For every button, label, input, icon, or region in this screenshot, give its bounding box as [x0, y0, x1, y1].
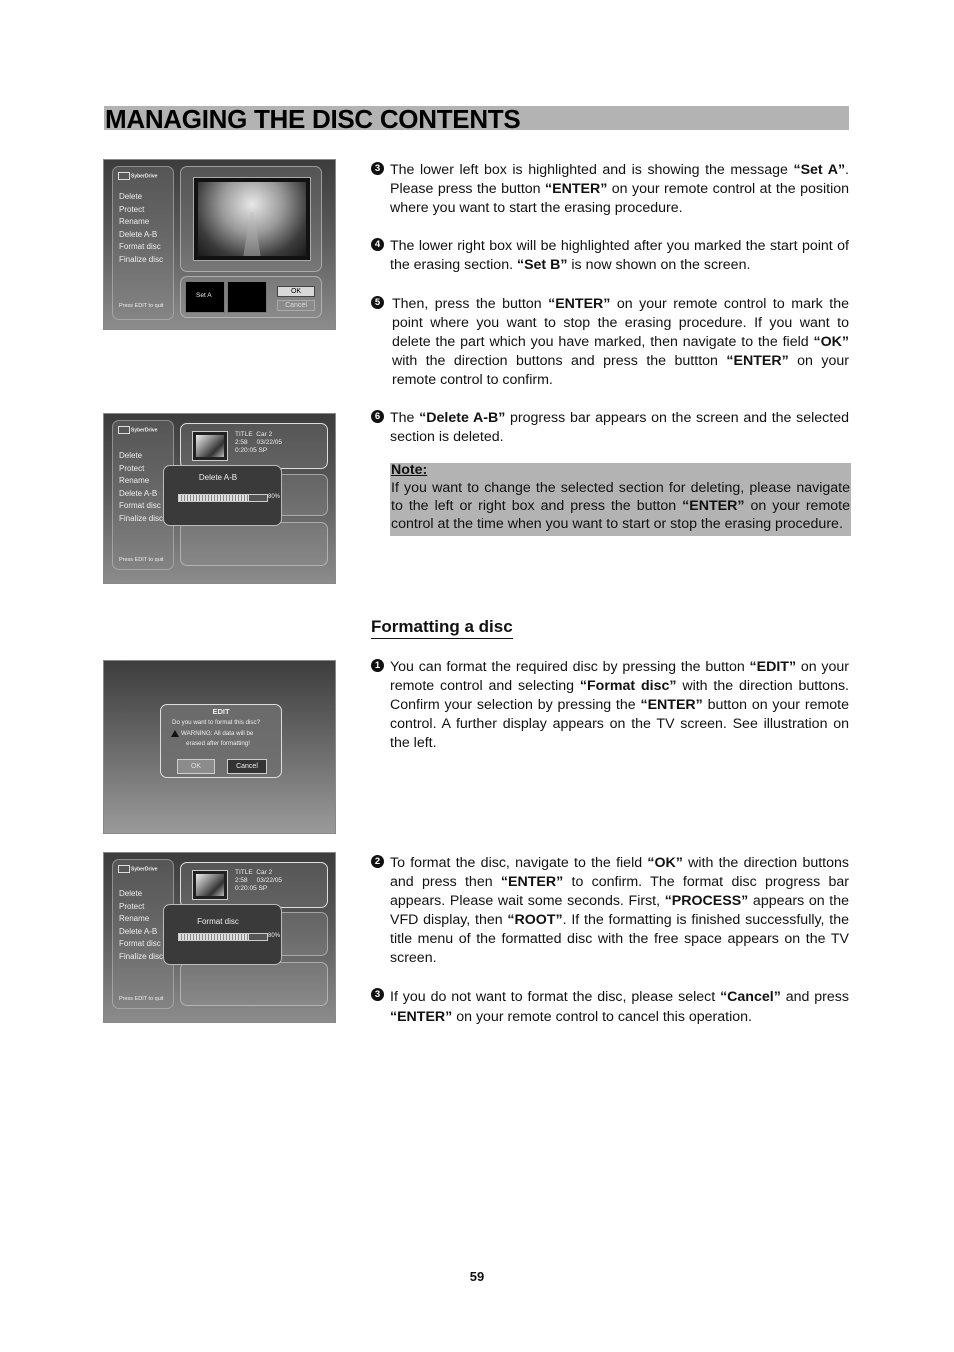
title-info: TITLE Car 2 2:58 03/22/05 0:20:05 SP — [235, 869, 282, 892]
menu-list — [119, 888, 163, 964]
page-title-bar — [104, 104, 849, 134]
title-thumbnail — [192, 870, 228, 900]
menu-item[interactable]: Delete A-B — [119, 488, 158, 498]
step-text: Then, press the button “ENTER” on your remote control to mark the point where you want to stop the erasing procedure. If you want to delete the part which you have marked, then navigate to the field “OK” with the direction buttons and press the buttton “ENTER” on your remote control to confirm. — [392, 296, 850, 388]
brand-logo: SyberDrive — [118, 426, 157, 434]
menu-item[interactable]: Format disc — [119, 501, 161, 511]
progress-percent: 80% — [268, 494, 281, 500]
menu-panel — [112, 166, 174, 320]
title-box[interactable] — [180, 862, 328, 908]
step-number: 4 — [371, 238, 384, 251]
step-text: The “Delete A-B” progress bar appears on the screen and the selected section is deleted. — [390, 410, 849, 445]
step-text: The lower left box is highlighted and is showing the message “Set A”. Please press the button “ENTER” on your remote control at the position where you want to start the erasing procedure. — [390, 162, 849, 216]
marker-box — [180, 276, 322, 318]
menu-item[interactable]: Rename — [119, 914, 150, 924]
preview-box — [180, 166, 322, 272]
step-text: If you do not want to format the disc, please select “Cancel” and press “ENTER” on your remote control to cancel this operation. — [390, 989, 849, 1025]
note-text: If you want to change the selected section for deleting, please navigate to the left or right box and press the button “ENTER” on your remote control at the time when you want to start or stop the erasing procedure. — [391, 480, 850, 532]
warning-icon — [171, 730, 179, 737]
menu-list — [119, 191, 163, 267]
edit-dialog — [160, 704, 282, 778]
quit-hint: Press EDIT to quit — [119, 996, 164, 1002]
dialog-title: Delete A-B — [198, 473, 238, 482]
progress-bar — [178, 933, 268, 941]
format-question: Do you want to format this disc? — [172, 719, 261, 726]
progress-percent: 80% — [268, 933, 281, 939]
dialog-title: Format disc — [197, 917, 239, 926]
step-number: 5 — [371, 296, 384, 309]
progress-dialog — [163, 465, 282, 526]
screen-delete-ab — [103, 413, 336, 584]
quit-hint: Press EDIT to quit — [119, 303, 164, 309]
step-text: The lower right box will be highlighted after you marked the start point of the erasing section. “Set B” is now shown on the screen. — [390, 238, 849, 273]
menu-item[interactable]: Delete — [119, 451, 143, 460]
ok-button[interactable]: OK — [277, 286, 315, 297]
menu-item[interactable]: Protect — [119, 901, 145, 911]
menu-item[interactable]: Rename — [119, 217, 150, 227]
title-thumbnail — [192, 431, 228, 461]
warning-line-2: erased after formatting! — [186, 740, 250, 747]
menu-item[interactable]: Format disc — [119, 939, 161, 949]
cancel-button[interactable]: Cancel — [227, 759, 267, 774]
menu-item[interactable]: Rename — [119, 476, 150, 486]
step-number: 3 — [371, 988, 384, 1001]
brand-logo: SyberDrive — [118, 865, 157, 873]
progress-fill — [179, 495, 249, 501]
title-box-empty[interactable] — [180, 962, 328, 1006]
cancel-button[interactable]: Cancel — [277, 300, 315, 311]
title-info: TITLE Car 2 2:58 03/22/05 0:20:05 SP — [235, 431, 282, 454]
preview-image — [193, 177, 311, 261]
brand-logo: SyberDrive — [118, 172, 157, 180]
quit-hint: Press EDIT to quit — [119, 557, 164, 563]
warning-line-1: WARNING: All data will be — [181, 730, 254, 737]
step-number: 1 — [371, 659, 384, 672]
title-box[interactable] — [180, 423, 328, 469]
set-b-box[interactable] — [227, 281, 267, 313]
screen-edit-format — [103, 660, 336, 834]
menu-item[interactable]: Finalize disc — [119, 254, 164, 264]
menu-item[interactable]: Delete — [119, 192, 143, 201]
edit-title: EDIT — [212, 707, 230, 716]
step-number: 3 — [371, 162, 384, 175]
progress-fill — [179, 934, 249, 940]
screen-format-disc — [103, 852, 336, 1023]
set-a-label: Set A — [196, 292, 212, 299]
menu-item[interactable]: Delete A-B — [119, 926, 158, 936]
step-number: 6 — [371, 410, 384, 423]
ok-button[interactable]: OK — [177, 759, 215, 774]
menu-list — [119, 450, 163, 526]
menu-item[interactable]: Finalize disc — [119, 951, 164, 961]
progress-dialog — [163, 904, 282, 965]
step-text: You can format the required disc by pressing the button “EDIT” on your remote control and selecting “Format disc” with the direction buttons. Confirm your selection by pressing the “ENTER” button on your remote control. A further display appears on the TV screen. See illustration on the left. — [390, 659, 850, 751]
progress-bar — [178, 494, 268, 502]
step-text: To format the disc, navigate to the field “OK” with the direction buttons and press then “ENTER” to confirm. The format disc progress bar appears. Please wait some seconds. First, “PROCESS” appears on the VFD display, then “ROOT”. If the formatting is finished successfully, the title menu of the formatted disc with the free space appears on the TV screen. — [390, 855, 849, 966]
step-number: 2 — [371, 855, 384, 868]
title-box-empty[interactable] — [180, 522, 328, 566]
menu-item[interactable]: Format disc — [119, 242, 161, 252]
menu-item[interactable]: Delete A-B — [119, 229, 158, 239]
screen-set-a — [103, 159, 336, 330]
menu-item[interactable]: Finalize disc — [119, 513, 164, 523]
page-title: MANAGING THE DISC CONTENTS — [105, 104, 521, 134]
set-a-box[interactable] — [185, 281, 225, 313]
menu-item[interactable]: Protect — [119, 463, 145, 473]
note-box — [390, 463, 851, 536]
menu-item[interactable]: Protect — [119, 204, 145, 214]
note-title: Note: — [391, 462, 428, 478]
menu-item[interactable]: Delete — [119, 889, 143, 898]
section-heading: Formatting a disc — [371, 617, 513, 639]
page-number: 59 — [469, 1269, 485, 1284]
